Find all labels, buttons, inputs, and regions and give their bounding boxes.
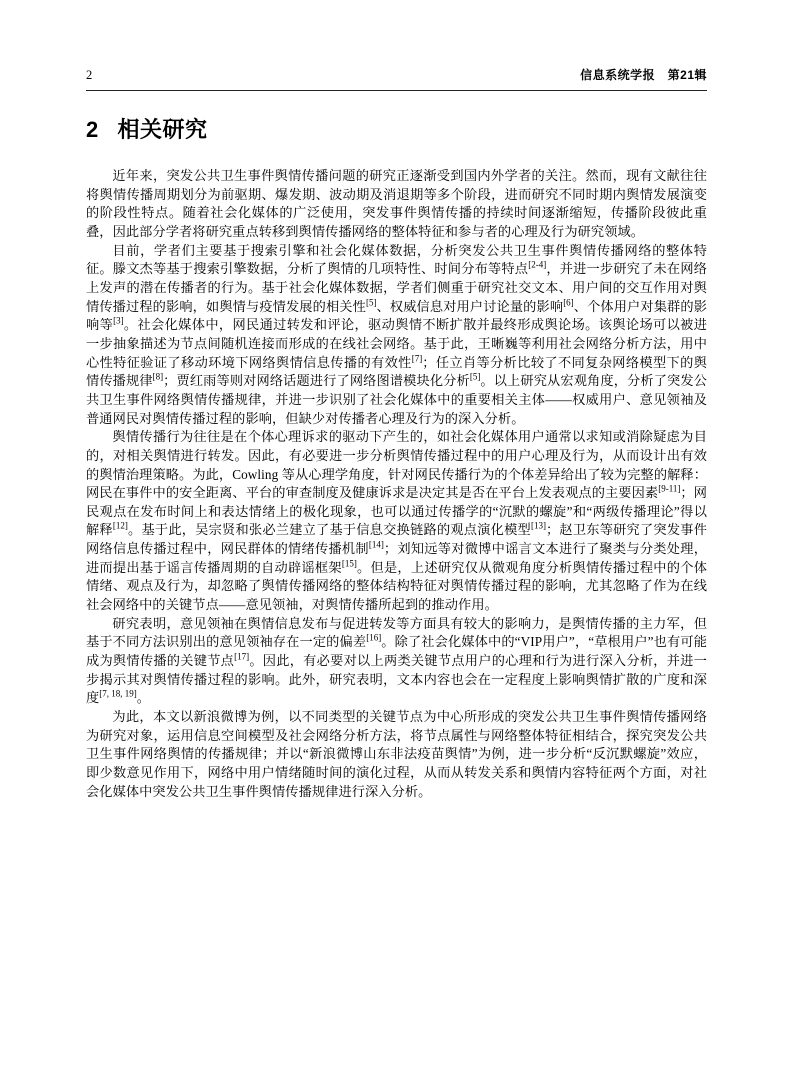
citation-superscript: [15] <box>341 558 357 569</box>
citation-superscript: [17] <box>234 651 250 662</box>
citation-superscript: [8] <box>152 371 164 382</box>
section-number: 2 <box>86 117 99 142</box>
journal-title: 信息系统学报 第21辑 <box>580 68 707 82</box>
citation-superscript: [6] <box>563 297 574 308</box>
citation-superscript: [3] <box>113 315 124 326</box>
body-paragraphs <box>86 167 707 801</box>
page-number: 2 <box>86 68 93 82</box>
citation-superscript: [14] <box>368 539 384 550</box>
citation-superscript: [7, 18, 19] <box>99 688 137 699</box>
paragraph: 为此，本文以新浪微博为例，以不同类型的关键节点为中心所形成的突发公共卫生事件舆情传播网络为研究对象，运用信息空间模型及社会网络分析方法，将节点属性与网络整体特征相结合，探究突发公共卫生事件网络舆情的传播规律；并以“新浪微博山东非法疫苗舆情”为例，进一步分析“反沉默螺旋”效应，即少数意见作用下，网络中用户情绪随时间的演化过程，从而从转发关系和舆情内容特征两个方面，对社会化媒体中突发公共卫生事件舆情传播规律进行深入分析。 <box>86 709 707 799</box>
citation-superscript: [2-4] <box>528 259 547 270</box>
citation-superscript: [5] <box>469 371 481 382</box>
paragraph: 近年来，突发公共卫生事件舆情传播问题的研究正逐渐受到国内外学者的关注。然而，现有文献往往将舆情传播周期划分为前驱期、爆发期、波动期及消退期等多个阶段，进而研究不同时期内舆情发展演变的阶段性特点。随着社会化媒体的广泛使用，突发事件舆情传播的持续时间逐渐缩短，传播阶段彼此重叠，因此部分学者将研究重点转移到舆情传播网络的整体特征和参与者的心理及行为研究领域。 <box>86 168 707 239</box>
page-header <box>86 68 707 91</box>
paragraph: 研究表明，意见领袖在舆情信息发布与促进转发等方面具有较大的影响力，是舆情传播的主力军，但基于不同方法识别出的意见领袖存在一定的偏差[16]。除了社会化媒体中的“VIP用户”，“草根用户”也有可能成为舆情传播的关键节点[17]。因此，有必要对以上两类关键节点用户的心理和行为进行深入分析，并进一步揭示其对舆情传播过程的影响。此外，研究表明，文本内容也会在一定程度上影响舆情扩散的广度和深度[7, 18, 19]。 <box>86 615 707 706</box>
section-heading <box>86 117 707 143</box>
citation-superscript: [13] <box>530 521 546 532</box>
citation-superscript: [5] <box>365 297 377 308</box>
citation-superscript: [9-11] <box>658 483 681 494</box>
paragraph: 舆情传播行为往往是在个体心理诉求的驱动下产生的，如社会化媒体用户通常以求知或消除疑虑为目的，对相关舆情进行转发。因此，有必要进一步分析舆情传播过程中的用户心理及行为，从而设计出有效的舆情治理策略。为此，Cowling 等从心理学角度，针对网民传播行为的个体差异给出了较为完整的解释：网民在事件中的安全距离、平台的审查制度及健康诉求是决定其是否在平台上发表观点的主要因素[9-11]；网民观点在发布时间上和表达情绪上的极化现象，也可以通过传播学的“沉默的螺旋”和“两级传播理论”得以解释[12]。基于此，吴宗贤和张必兰建立了基于信息交换链路的观点演化模型[13]；赵卫东等研究了突发事件网络信息传播过程中，网民群体的情绪传播机制[14]；刘知远等对微博中谣言文本进行了聚类与分类处理，进而提出基于谣言传播周期的自动辟谣框架[15]。但是，上述研究仅从微观角度分析舆情传播过程中的个体情绪、观点及行为，却忽略了舆情传播网络的整体结构特征对舆情传播过程的影响，尤其忽略了作为在线社会网络中的关键节点——意见领袖，对舆情传播所起到的推动作用。 <box>86 429 708 613</box>
citation-superscript: [12] <box>112 521 128 532</box>
citation-superscript: [16] <box>366 633 382 644</box>
citation-superscript: [7] <box>411 353 423 364</box>
section-title: 相关研究 <box>117 117 208 142</box>
paragraph: 目前，学者们主要基于搜索引擎和社会化媒体数据，分析突发公共卫生事件舆情传播网络的整体特征。滕文杰等基于搜索引擎数据，分析了舆情的几项特性、时间分布等特点[2-4]，并进一步研究了未在网络上发声的潜在传播者的行为。基于社会化媒体数据，学者们侧重于研究社交文本、用户间的交互作用对舆情传播过程的影响，如舆情与疫情发展的相关性[5]、权威信息对用户讨论量的影响[6]、个体用户对集群的影响等[3]。社会化媒体中，网民通过转发和评论，驱动舆情不断扩散并最终形成舆论场。该舆论场可以被进一步抽象描述为节点间随机连接而形成的在线社会网络。基于此，王晰巍等利用社会网络分析方法，用中心性特征验证了移动环境下网络舆情信息传播的有效性[7]；任立肖等分析比较了不同复杂网络模型下的舆情传播规律[8]；贾红雨等则对网络话题进行了网络图谱模块化分析[5]。以上研究从宏观角度，分析了突发公共卫生事件网络舆情传播规律，并进一步识别了社会化媒体中的重要相关主体——权威用户、意见领袖及普通网民对舆情传播过程的影响，但缺少对传播者心理及行为的深入分析。 <box>86 242 708 426</box>
